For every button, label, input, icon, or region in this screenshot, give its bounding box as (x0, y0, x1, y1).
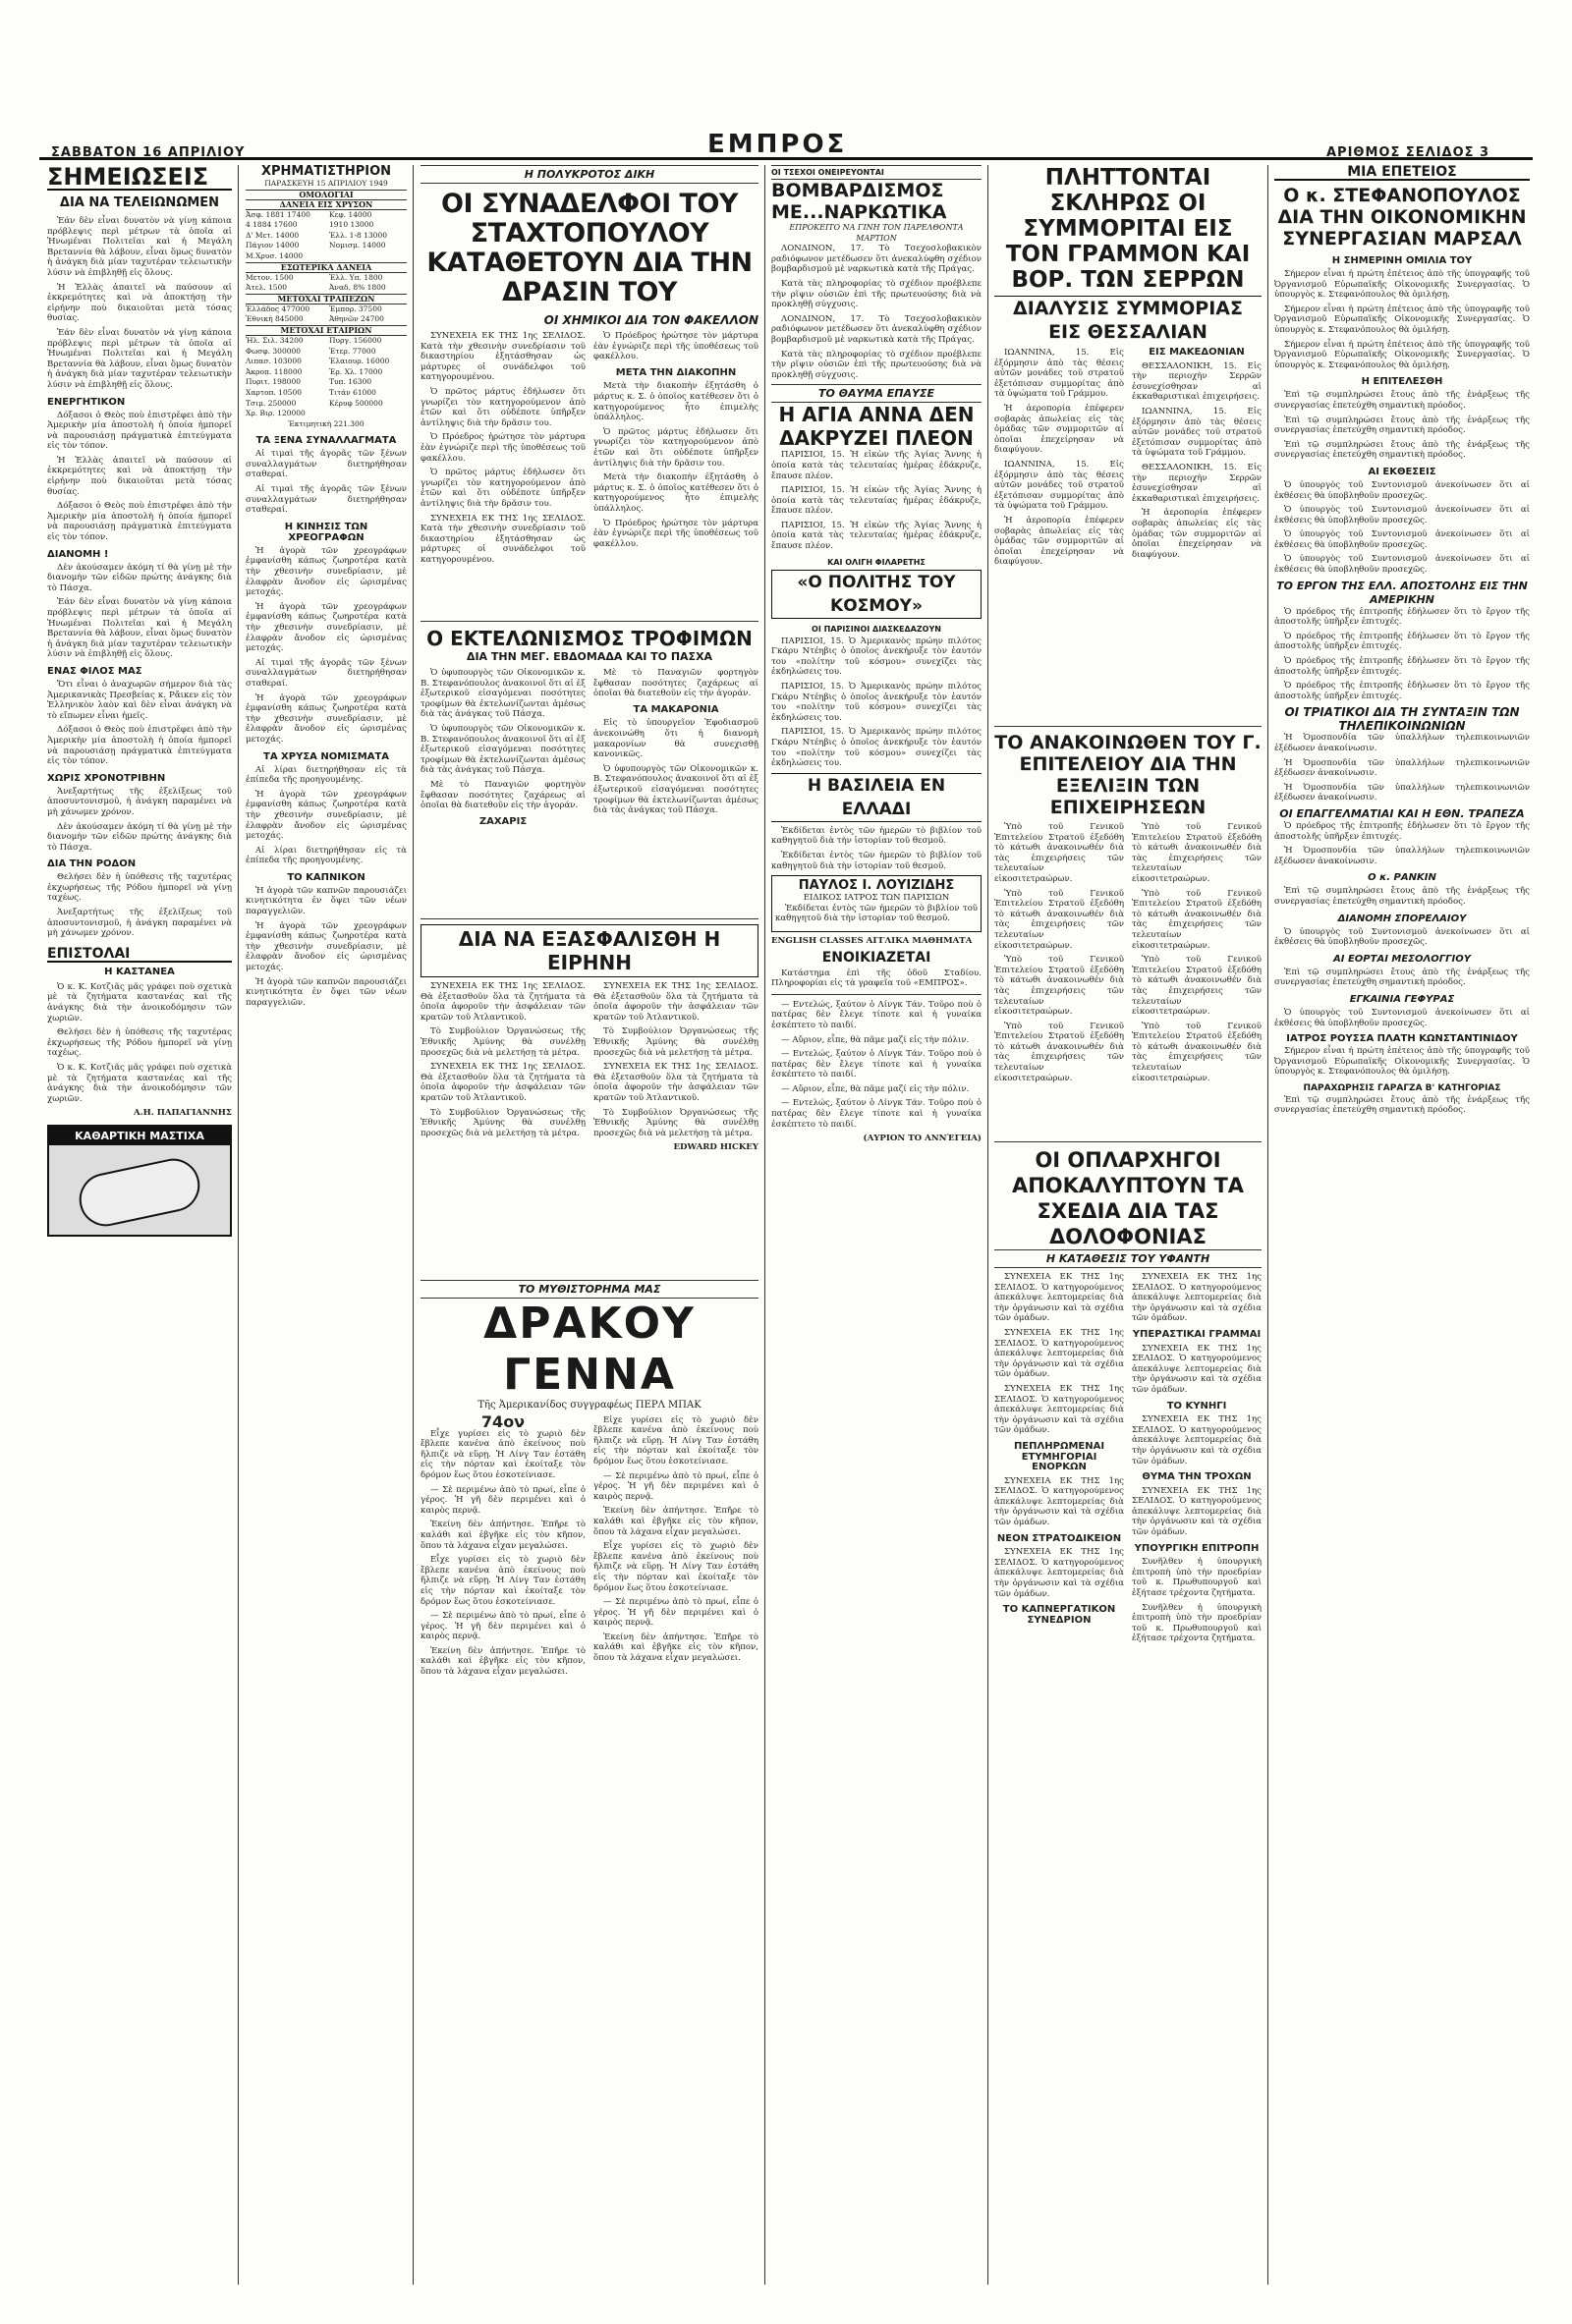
headline: ΔΙΑ ΝΑ ΤΕΛΕΙΩΝΩΜΕΝ (59, 195, 220, 210)
column-divider (764, 165, 765, 2285)
headline: ΔΙΑ ΝΑ ΕΞΑΣΦΑΛΙΣΘΗ Η ΕΙΡΗΝΗ (421, 924, 758, 977)
article-body: Ὁ ὑφυπουργὸς τῶν Οἰκονομικῶν κ. Β. Στεφανόπουλος ἀνακοινοῖ ὅτι αἱ ἐξ ἐξωτερικοῦ εἰσαγόμεναι ποσότητες τροφίμων θὰ ἐκτελωνίζωνται ἀμέσως διὰ τὰς ἀνάγκας τοῦ Πάσχα. Ὁ ὑφυπουργὸς τῶν Οἰκονομικῶν κ. Β. Στεφανόπουλος ἀνακοινοῖ ὅτι αἱ ἐξ ἐξωτερικοῦ εἰσαγόμεναι ποσότητες τροφίμων θὰ ἐκτελωνίζωνται ἀμέσως διὰ τὰς ἀνάγκας τοῦ Πάσχα. Μὲ τὸ Παναγιῶν φορτηγὸν ἔφθασαν ποσότητες ζαχάρεως αἱ ὁποῖαι θὰ διατεθοῦν εἰς τὴν ἀγοράν. ΖΑΧΑΡΙΣ Μὲ τὸ Παναγιῶν φορτηγὸν ἔφθασαν ποσότητες ζαχάρεως αἱ ὁποῖαι θὰ διατεθοῦν εἰς τὴν ἀγοράν. ΤΑ ΜΑΚΑΡΟΝΙΑ Εἰς τὸ ὑπουργεῖον Ἐφοδιασμοῦ ἀνεκοινώθη ὅτι ἡ διανομὴ μακαρονίων θὰ συνεχισθῇ κανονικῶς. Ὁ ὑφυπουργὸς τῶν Οἰκονομικῶν κ. Β. Στεφανόπουλος ἀνακοινοῖ ὅτι αἱ ἐξ ἐξωτερικοῦ εἰσαγόμεναι ποσότητες τροφίμων θὰ ἐκτελωνίζωνται ἀμέσως διὰ τὰς ἀνάγκας τοῦ Πάσχα. (421, 668, 758, 827)
subhead: Η ΚΙΝΗΣΙΣ ΤΩΝ ΧΡΕΟΓΡΑΦΩΝ (284, 521, 368, 543)
subhead: ΝΕΟΝ ΣΤΡΑΤΟΔΙΚΕΙΟΝ (996, 1532, 1122, 1544)
list-item: 4 1884 17600 (246, 220, 298, 230)
headline: Ο ΕΚΤΕΛΩΝΙΣΜΟΣ ΤΡΟΦΙΜΩΝ (426, 627, 753, 650)
article-body: ΣΥΝΕΧΕΙΑ ΕΚ ΤΗΣ 1ης ΣΕΛΙΔΟΣ. Θὰ ἐξετασθοῦν ὅλα τὰ ζητήματα τὰ ὁποῖα ἀφοροῦν τὴν ἀσφάλειαν τῶν κρατῶν τοῦ Ἀτλαντικοῦ. Τὸ Συμβούλιον Ὀργανώσεως τῆς Ἐθνικῆς Ἀμύνης θὰ συνέλθῃ προσεχῶς διὰ νὰ μελετήσῃ τὰ μέτρα. ΣΥΝΕΧΕΙΑ ΕΚ ΤΗΣ 1ης ΣΕΛΙΔΟΣ. Θὰ ἐξετασθοῦν ὅλα τὰ ζητήματα τὰ ὁποῖα ἀφοροῦν τὴν ἀσφάλειαν τῶν κρατῶν τοῦ Ἀτλαντικοῦ. Τὸ Συμβούλιον Ὀργανώσεως τῆς Ἐθνικῆς Ἀμύνης θὰ συνέλθῃ προσεχῶς διὰ νὰ μελετήσῃ τὰ μέτρα. ΣΥΝΕΧΕΙΑ ΕΚ ΤΗΣ 1ης ΣΕΛΙΔΟΣ. Θὰ ἐξετασθοῦν ὅλα τὰ ζητήματα τὰ ὁποῖα ἀφοροῦν τὴν ἀσφάλειαν τῶν κρατῶν τοῦ Ἀτλαντικοῦ. Τὸ Συμβούλιον Ὀργανώσεως τῆς Ἐθνικῆς Ἀμύνης θὰ συνέλθῃ προσεχῶς διὰ νὰ μελετήσῃ τὰ μέτρα. ΣΥΝΕΧΕΙΑ ΕΚ ΤΗΣ 1ης ΣΕΛΙΔΟΣ. Θὰ ἐξετασθοῦν ὅλα τὰ ζητήματα τὰ ὁποῖα ἀφοροῦν τὴν ἀσφάλειαν τῶν κρατῶν τοῦ Ἀτλαντικοῦ. Τὸ Συμβούλιον Ὀργανώσεως τῆς Ἐθνικῆς Ἀμύνης θὰ συνέλθῃ προσεχῶς διὰ νὰ μελετήσῃ τὰ μέτρα. EDWARD HICKEY (421, 981, 758, 1153)
list-item: Νομισμ. 14000 (329, 241, 386, 250)
list-item: Χρ. Βιρ. 120000 (246, 409, 306, 418)
subhead: ΖΑΧΑΡΙΣ (478, 815, 528, 827)
column-stock-exchange: ΧΡΗΜΑΤΙΣΤΗΡΙΟΝ ΠΑΡΑΣΚΕΥΗ 15 ΑΠΡΙΛΙΟΥ 1949 ΟΜΟΛΟΓΙΑΙ ΔΑΝΕΙΑ ΕΙΣ ΧΡΥΣΟΝ Ἀσφ. 1881 17400 4 1884 17600 Δ' Μετ. 14000 Πάγιον 14000 Μ.Χρυσ. 14000 Κεφ. 14000 1910 13000 Ἐλλ. 1-8 13000 Νομισμ. 14000 ΕΣΩΤΕΡΙΚΑ ΔΑΝΕΙΑ Μετον. 1500 Ἀτελ. 1500 Ἐλλ. Υπ. 1800 Ἀναδ. 8% 1800 ΜΕΤΟΧΑΙ ΤΡΑΠΕΖΩΝ Ἑλλάδος 477000 Ἐθνικὴ 845000 Ἐμπορ. 37500 Ἀθηνῶν 24700 ΜΕΤΟΧΑΙ ΕΤΑΙΡΙΩΝ Ἠλ. Σιλ. 34200 Φωσφ. 300000 Λιπασ. 103000 Ἀκροπ. 118000 Πυριτ. 198000 Χαρτοπ. 10500 Τσιμ. 250000 Χρ. Βιρ. 120000 Πυργ. 156000 Ἐτερ. 77000 Ἐλαιουρ. 16000 Ἐρ. Χλ. 17000 Τυπ. 16300 Τιτάν 61000 Κέρυφ 500000 Ἐκτιμητικὴ 221.300 ΤΑ ΞΕΝΑ ΣΥΝΑΛΛΑΓΜΑΤΑ Αἱ τιμαὶ τῆς ἀγορᾶς τῶν ξένων συναλλαγμάτων διετηρήθησαν σταθεραί. Αἱ τιμαὶ τῆς ἀγορᾶς τῶν ξένων συναλλαγμάτων διετηρήθησαν σταθεραί. Η ΚΙΝΗΣΙΣ ΤΩΝ ΧΡΕΟΓΡΑΦΩΝ Ἡ ἀγορὰ τῶν χρεογράφων ἐμφανίσθη κάπως ζωηροτέρα κατὰ τὴν χθεσινὴν συνεδρίασιν, μὲ ἐλαφρὰν ἄνοδον εἰς ὡρισμένας μετοχάς. Ἡ ἀγορὰ τῶν χρεογράφων ἐμφανίσθη κάπως ζωηροτέρα κατὰ τὴν χθεσινὴν συνεδρίασιν, μὲ ἐλαφρὰν ἄνοδον εἰς ὡρισμένας μετοχάς. Αἱ τιμαὶ τῆς ἀγορᾶς τῶν ξένων συναλλαγμάτων διετηρήθησαν σταθεραί. Ἡ ἀγορὰ τῶν χρεογράφων ἐμφανίσθη κάπως ζωηροτέρα κατὰ τὴν χθεσινὴν συνεδρίασιν, μὲ ἐλαφρὰν ἄνοδον εἰς ὡρισμένας μετοχάς. ΤΑ ΧΡΥΣΑ ΝΟΜΙΣΜΑΤΑ Αἱ λίραι διετηρήθησαν εἰς τὰ ἐπίπεδα τῆς προηγουμένης. Ἡ ἀγορὰ τῶν χρεογράφων ἐμφανίσθη κάπως ζωηροτέρα κατὰ τὴν χθεσινὴν συνεδρίασιν, μὲ ἐλαφρὰν ἄνοδον εἰς ὡρισμένας μετοχάς. Αἱ λίραι διετηρήθησαν εἰς τὰ ἐπίπεδα τῆς προηγουμένης. ΤΟ ΚΑΠΝΙΚΟΝ Ἡ ἀγορὰ τῶν καπνῶν παρουσιάζει κινητικότητα ἐν ὄψει τῶν νέων παραγγελιῶν. Ἡ ἀγορὰ τῶν χρεογράφων ἐμφανίσθη κάπως ζωηροτέρα κατὰ τὴν χθεσινὴν συνεδρίασιν, μὲ ἐλαφρὰν ἄνοδον εἰς ὡρισμένας μετοχάς. Ἡ ἀγορὰ τῶν καπνῶν παρουσιάζει κινητικότητα ἐν ὄψει τῶν νέων παραγγελιῶν. (246, 165, 407, 1008)
section-title: ΧΡΗΜΑΤΙΣΤΗΡΙΟΝ (260, 165, 392, 179)
list-item: Ἐλλ. 1-8 13000 (329, 230, 387, 240)
mastic-advertisement (47, 1125, 232, 1237)
list-item: Χαρτοπ. 10500 (246, 387, 303, 397)
subheadline: ΕΠΡΟΚΕΙΤΟ ΝΑ ΓΙΝΗ ΤΟΝ ΠΑΡΕΛΘΟΝΤΑ ΜΑΡΤΙΟΝ (789, 223, 964, 243)
subheadline: ΔΙΑ ΤΗΝ ΜΕΓ. ΕΒΔΟΜΑΔΑ ΚΑΙ ΤΟ ΠΑΣΧΑ (466, 650, 713, 663)
subhead: ΕΝΕΡΓΗΤΙΚΟΝ (47, 396, 126, 408)
headline: Η ΑΓΙΑ ΑΝΝΑ ΔΕΝ ΔΑΚΡΥΖΕΙ ΠΛΕΟΝ (778, 403, 975, 451)
list-item: Μ.Χρυσ. 14000 (246, 250, 304, 260)
masthead-title: ΕΜΠΡΟΣ (707, 130, 848, 159)
ad-title: ΠΑΥΛΟΣ Ι. ΛΟΥΙΖΙΔΗΣ (798, 878, 955, 894)
table-caption: ΜΕΤΟΧΑΙ ΕΤΑΙΡΙΩΝ (246, 325, 407, 335)
list-item: Πάγιον 14000 (246, 241, 300, 250)
headline: ΟΙ ΣΥΝΑΔΕΛΦΟΙ ΤΟΥ ΣΤΑΧΤΟΠΟΥΛΟΥ ΚΑΤΑΘΕΤΟΥΝ ΔΙΑ ΤΗΝ ΔΡΑΣΙΝ ΤΟΥ (426, 189, 753, 307)
stock-date: ΠΑΡΑΣΚΕΥΗ 15 ΑΠΡΙΛΙΟΥ 1949 (264, 179, 388, 188)
kicker: ΤΟ ΘΑΥΜΑ ΕΠΑΥΣΕ (771, 384, 982, 403)
list-item: Πυργ. 156000 (329, 335, 382, 345)
subhead: ΕΓΚΑΙΝΙΑ ΓΕΦΥΡΑΣ (1349, 993, 1455, 1005)
list-item: Κεφ. 14000 (329, 209, 372, 219)
novel-body: 74ον Εἶχε γυρίσει εἰς τὸ χωριὸ δὲν ἔβλεπε κανένα ἀπὸ ἐκείνους ποὺ ἤλπιζε νὰ εὕρῃ. Ἡ Λίνγ Ταν ἐστάθη εἰς τὴν πόρταν καὶ ἐκοίταξε τὸν δρόμον ἕως ὅτου ἐσκοτείνιασε. — Σὲ περιμένω ἀπὸ τὸ πρωί, εἶπε ὁ γέρος. Ἡ γῆ δὲν περιμένει καὶ ὁ καιρὸς περνᾷ. Ἐκείνη δὲν ἀπήντησε. Ἐπῆρε τὸ καλάθι καὶ ἐβγῆκε εἰς τὸν κῆπον, ὅπου τὰ λάχανα εἶχαν μεγαλώσει. Εἶχε γυρίσει εἰς τὸ χωριὸ δὲν ἔβλεπε κανένα ἀπὸ ἐκείνους ποὺ ἤλπιζε νὰ εὕρῃ. Ἡ Λίνγ Ταν ἐστάθη εἰς τὴν πόρταν καὶ ἐκοίταξε τὸν δρόμον ἕως ὅτου ἐσκοτείνιασε. — Σὲ περιμένω ἀπὸ τὸ πρωί, εἶπε ὁ γέρος. Ἡ γῆ δὲν περιμένει καὶ ὁ καιρὸς περνᾷ. Ἐκείνη δὲν ἀπήντησε. Ἐπῆρε τὸ καλάθι καὶ ἐβγῆκε εἰς τὸν κῆπον, ὅπου τὰ λάχανα εἶχαν μεγαλώσει. Εἶχε γυρίσει εἰς τὸ χωριὸ δὲν ἔβλεπε κανένα ἀπὸ ἐκείνους ποὺ ἤλπιζε νὰ εὕρῃ. Ἡ Λίνγ Ταν ἐστάθη εἰς τὴν πόρταν καὶ ἐκοίταξε τὸν δρόμον ἕως ὅτου ἐσκοτείνιασε. — Σὲ περιμένω ἀπὸ τὸ πρωί, εἶπε ὁ γέρος. Ἡ γῆ δὲν περιμένει καὶ ὁ καιρὸς περνᾷ. Ἐκείνη δὲν ἀπήντησε. Ἐπῆρε τὸ καλάθι καὶ ἐβγῆκε εἰς τὸν κῆπον, ὅπου τὰ λάχανα εἶχαν μεγαλώσει. Εἶχε γυρίσει εἰς τὸ χωριὸ δὲν ἔβλεπε κανένα ἀπὸ ἐκείνους ποὺ ἤλπιζε νὰ εὕρῃ. Ἡ Λίνγ Ταν ἐστάθη εἰς τὴν πόρταν καὶ ἐκοίταξε τὸν δρόμον ἕως ὅτου ἐσκοτείνιασε. — Σὲ περιμένω ἀπὸ τὸ πρωί, εἶπε ὁ γέρος. Ἡ γῆ δὲν περιμένει καὶ ὁ καιρὸς περνᾷ. Ἐκείνη δὲν ἀπήντησε. Ἐπῆρε τὸ καλάθι καὶ ἐβγῆκε εἰς τὸν κῆπον, ὅπου τὰ λάχανα εἶχαν μεγαλώσει. (421, 1414, 758, 1678)
subhead: Ο κ. ΡΑΝΚΙΝ (1368, 872, 1436, 884)
column-divider (1267, 165, 1268, 2285)
subheadline: ΟΙ ΧΗΜΙΚΟΙ ΔΙΑ ΤΟΝ ΦΑΚΕΛΛΟΝ (543, 313, 758, 327)
subhead: ΤΑ ΞΕΝΑ ΣΥΝΑΛΛΑΓΜΑΤΑ (255, 435, 397, 447)
subhead: ΔΙΑ ΤΗΝ ΡΟΔΟΝ (47, 858, 137, 870)
stock-total: Ἐκτιμητικὴ 221.300 (288, 418, 365, 428)
list-item: Ἀκροπ. 118000 (246, 366, 303, 376)
column-divider (413, 165, 414, 2285)
list-item: Ἀσφ. 1881 17400 (246, 209, 310, 219)
headline: ΒΟΜΒΑΡΔΙΣΜΟΣ ΜΕ...ΝΑΡΚΩΤΙΚΑ (771, 180, 947, 223)
mastic-box-illustration (75, 1154, 205, 1232)
masthead-page-number: ΑΡΙΘΜΟΣ ΣΕΛΙΔΟΣ 3 (1326, 145, 1490, 160)
list-item: Ἐτερ. 77000 (329, 346, 376, 356)
headline: ΟΙ ΤΡΙΑΤΙΚΟΙ ΔΙΑ ΤΗ ΣΥΝΤΑΞΙΝ ΤΩΝ ΤΗΛΕΠΙΚΟΙΝΩΝΙΩΝ (1284, 705, 1520, 734)
bonds-list (246, 210, 407, 262)
headline: Ο κ. ΣΤΕΦΑΝΟΠΟΥΛΟΣ ΔΙΑ ΤΗΝ ΟΙΚΟΝΟΜΙΚΗΝ ΣΥΝΕΡΓΑΣΙΑΝ ΜΑΡΣΑΛ (1277, 185, 1527, 249)
column-notes: ΣΗΜΕΙΩΣΕΙΣ ΔΙΑ ΝΑ ΤΕΛΕΙΩΝΩΜΕΝ Ἐάν δὲν εἶναι δυνατὸν νὰ γίνῃ κάποια πρόβλεψις περὶ μέτρων τὰ ὁποῖα αἱ Ἡνωμέναι Πολιτεῖαι καὶ ἡ Μεγάλη Βρεταννία θὰ λάβουν, εἶναι ὅμως δυνατὸν ἡ ἀνάγκη διὰ μίαν ταχυτέραν τελειωτικὴν λύσιν νὰ ἐπιβληθῇ εἰς ὅλους. Ἡ Ἑλλὰς ἀπαιτεῖ νὰ παύσουν αἱ ἐκκρεμότητες καὶ νὰ ἀποκτήσῃ τὴν εἰρήνην ποὺ δικαιοῦται μετὰ τόσας θυσίας. Ἐάν δὲν εἶναι δυνατὸν νὰ γίνῃ κάποια πρόβλεψις περὶ μέτρων τὰ ὁποῖα αἱ Ἡνωμέναι Πολιτεῖαι καὶ ἡ Μεγάλη Βρεταννία θὰ λάβουν, εἶναι ὅμως δυνατὸν ἡ ἀνάγκη διὰ μίαν ταχυτέραν τελειωτικὴν λύσιν νὰ ἐπιβληθῇ εἰς ὅλους. ΕΝΕΡΓΗΤΙΚΟΝ Δόξασοι ὁ Θεὸς ποὺ ἐπιστρέφει ἀπὸ τὴν Ἀμερικὴν μία ἀποστολὴ ἡ ὁποία ἠμπορεῖ νὰ παρουσιάσῃ πράγματικὰ ἐπιτεύγματα εἰς τὸν τόπον. Ἡ Ἑλλὰς ἀπαιτεῖ νὰ παύσουν αἱ ἐκκρεμότητες καὶ νὰ ἀποκτήσῃ τὴν εἰρήνην ποὺ δικαιοῦται μετὰ τόσας θυσίας. Δόξασοι ὁ Θεὸς ποὺ ἐπιστρέφει ἀπὸ τὴν Ἀμερικὴν μία ἀποστολὴ ἡ ὁποία ἠμπορεῖ νὰ παρουσιάσῃ πράγματικὰ ἐπιτεύγματα εἰς τὸν τόπον. ΔΙΑΝΟΜΗ ! Δὲν ἀκούσαμεν ἀκόμη τί θὰ γίνῃ μὲ τὴν διανομὴν τῶν εἰδῶν πρώτης ἀνάγκης διὰ τὸ Πάσχα. Ἐάν δὲν εἶναι δυνατὸν νὰ γίνῃ κάποια πρόβλεψις περὶ μέτρων τὰ ὁποῖα αἱ Ἡνωμέναι Πολιτεῖαι καὶ ἡ Μεγάλη Βρεταννία θὰ λάβουν, εἶναι ὅμως δυνατὸν ἡ ἀνάγκη διὰ μίαν ταχυτέραν τελειωτικὴν λύσιν νὰ ἐπιβληθῇ εἰς ὅλους. ΕΝΑΣ ΦΙΛΟΣ ΜΑΣ Ὅτι εἶναι ὁ ἀναχωρῶν σήμερον διὰ τὰς Ἀμερικανικὰς Πρεσβείας κ. Ρἄικεν εἰς τὸν Ἑλληνικὸν λαὸν καὶ δὲν εἶναι ἀνάγκη νὰ τὸ εἴπωμεν εἶναι ἡμεῖς. Δόξασοι ὁ Θεὸς ποὺ ἐπιστρέφει ἀπὸ τὴν Ἀμερικὴν μία ἀποστολὴ ἡ ὁποία ἠμπορεῖ νὰ παρουσιάσῃ πράγματικὰ ἐπιτεύγματα εἰς τὸν τόπον. ΧΩΡΙΣ ΧΡΟΝΟΤΡΙΒΗΝ Ἀνεξαρτήτως τῆς ἐξελίξεως τοῦ ἀποσυντονισμοῦ, ἡ ἀνάγκη παραμένει νὰ μὴ χάνωμεν χρόνον. Δὲν ἀκούσαμεν ἀκόμη τί θὰ γίνῃ μὲ τὴν διανομὴν τῶν εἰδῶν πρώτης ἀνάγκης διὰ τὸ Πάσχα. ΔΙΑ ΤΗΝ ΡΟΔΟΝ Θελήσει δὲν ἡ ὑπόθεσις τῆς ταχυτέρας ἐκχωρήσεως τῆς Ρόδου ἠμπορεῖ νὰ γίνῃ ταχέως. Ἀνεξαρτήτως τῆς ἐξελίξεως τοῦ ἀποσυντονισμοῦ, ἡ ἀνάγκη παραμένει νὰ μὴ χάνωμεν χρόνον. ΕΠΙΣΤΟΛΑΙ Η ΚΑΣΤΑΝΕΑ Ὁ κ. Κ. Κοτζιᾶς μᾶς γράφει ποὺ σχετικὰ μὲ τὰ ζητήματα καστανέας καὶ τῆς ἀνάγκης διὰ τὴν ἀνοικοδόμησιν τῶν χωριῶν. Θελήσει δὲν ἡ ὑπόθεσις τῆς ταχυτέρας ἐκχωρήσεως τῆς Ρόδου ἠμπορεῖ νὰ γίνῃ ταχέως. Ὁ κ. Κ. Κοτζιᾶς μᾶς γράφει ποὺ σχετικὰ μὲ τὰ ζητήματα καστανέας καὶ τῆς ἀνάγκης διὰ τὴν ἀνοικοδόμησιν τῶν χωριῶν. Α.Η. ΠΑΠΑΓΙΑΝΝΗΣ ΚΑΘΑΡΤΙΚΗ ΜΑΣΤΙΧΑ (47, 165, 232, 2285)
list-item: Φωσφ. 300000 (246, 346, 302, 356)
subhead: ΥΠΕΡΑΣΤΙΚΑΙ ΓΡΑΜΜΑΙ (1132, 1328, 1262, 1340)
continued-note: (ΑΥΡΙΟΝ ΤΟ ΑΝΝΈΓΕΙΑ) (863, 1134, 982, 1144)
list-item: Ἐλλ. Υπ. 1800 (329, 272, 383, 282)
subhead: ΤΟ ΚΑΠΝΕΡΓΑΤΙΚΟΝ ΣΥΝΕΔΡΙΟΝ (1002, 1604, 1116, 1626)
letter-title: Η ΚΑΣΤΑΝΕΑ (104, 966, 175, 977)
article-body: Ὑπὸ τοῦ Γενικοῦ Ἐπιτελείου Στρατοῦ ἐξεδόθη τὸ κάτωθι ἀνακοινωθέν διὰ τὰς ἐπιχειρήσεις τῶν τελευταίων εἰκοσιτετραώρων. Ὑπὸ τοῦ Γενικοῦ Ἐπιτελείου Στρατοῦ ἐξεδόθη τὸ κάτωθι ἀνακοινωθέν διὰ τὰς ἐπιχειρήσεις τῶν τελευταίων εἰκοσιτετραώρων. Ὑπὸ τοῦ Γενικοῦ Ἐπιτελείου Στρατοῦ ἐξεδόθη τὸ κάτωθι ἀνακοινωθέν διὰ τὰς ἐπιχειρήσεις τῶν τελευταίων εἰκοσιτετραώρων. Ὑπὸ τοῦ Γενικοῦ Ἐπιτελείου Στρατοῦ ἐξεδόθη τὸ κάτωθι ἀνακοινωθέν διὰ τὰς ἐπιχειρήσεις τῶν τελευταίων εἰκοσιτετραώρων. Ὑπὸ τοῦ Γενικοῦ Ἐπιτελείου Στρατοῦ ἐξεδόθη τὸ κάτωθι ἀνακοινωθέν διὰ τὰς ἐπιχειρήσεις τῶν τελευταίων εἰκοσιτετραώρων. Ὑπὸ τοῦ Γενικοῦ Ἐπιτελείου Στρατοῦ ἐξεδόθη τὸ κάτωθι ἀνακοινωθέν διὰ τὰς ἐπιχειρήσεις τῶν τελευταίων εἰκοσιτετραώρων. Ὑπὸ τοῦ Γενικοῦ Ἐπιτελείου Στρατοῦ ἐξεδόθη τὸ κάτωθι ἀνακοινωθέν διὰ τὰς ἐπιχειρήσεις τῶν τελευταίων εἰκοσιτετραώρων. Ὑπὸ τοῦ Γενικοῦ Ἐπιτελείου Στρατοῦ ἐξεδόθη τὸ κάτωθι ἀνακοινωθέν διὰ τὰς ἐπιχειρήσεις τῶν τελευταίων εἰκοσιτετραώρων. (994, 822, 1262, 1083)
list-item: Ἑλλάδος 477000 (246, 304, 310, 313)
novel-author: Τῆς Ἀμερικανίδος συγγραφέως ΠΕΡΛ ΜΠΑΚ (477, 1400, 702, 1411)
subhead: ΘΥΜΑ ΤΗΝ ΤΡΟΧΩΝ (1142, 1471, 1252, 1483)
table-caption: ΜΕΤΟΧΑΙ ΤΡΑΠΕΖΩΝ (246, 294, 407, 304)
subhead: ΕΝΑΣ ΦΙΛΟΣ ΜΑΣ (47, 665, 142, 677)
subhead: Η ΕΠΙΤΕΛΕΣΘΗ (1361, 376, 1443, 388)
article-body: ΣΥΝΕΧΕΙΑ ΕΚ ΤΗΣ 1ης ΣΕΛΙΔΟΣ. Κατὰ τὴν χθεσινὴν συνεδρίασιν τοῦ δικαστηρίου ἐξητάσθησαν ὡς μάρτυρες οἱ συνάδελφοι τοῦ κατηγορουμένου. Ὁ πρῶτος μάρτυς ἐδήλωσεν ὅτι γνωρίζει τὸν κατηγορούμενον ἀπὸ ἐτῶν καὶ ὅτι οὐδέποτε ὑπῆρξεν ἀντίληψις διὰ τὴν δρᾶσιν του. Ὁ Πρόεδρος ἠρώτησε τὸν μάρτυρα ἐὰν ἐγνώριζε περὶ τῆς ὑποθέσεως τοῦ φακέλλου. Ὁ πρῶτος μάρτυς ἐδήλωσεν ὅτι γνωρίζει τὸν κατηγορούμενον ἀπὸ ἐτῶν καὶ ὅτι οὐδέποτε ὑπῆρξεν ἀντίληψις διὰ τὴν δρᾶσιν του. ΣΥΝΕΧΕΙΑ ΕΚ ΤΗΣ 1ης ΣΕΛΙΔΟΣ. Κατὰ τὴν χθεσινὴν συνεδρίασιν τοῦ δικαστηρίου ἐξητάσθησαν ὡς μάρτυρες οἱ συνάδελφοι τοῦ κατηγορουμένου. Ὁ Πρόεδρος ἠρώτησε τὸν μάρτυρα ἐὰν ἐγνώριζε περὶ τῆς ὑποθέσεως τοῦ φακέλλου. ΜΕΤΑ ΤΗΝ ΔΙΑΚΟΠΗΝ Μετὰ τὴν διακοπὴν ἐξητάσθη ὁ μάρτυς κ. Σ. ὁ ὁποῖος κατέθεσεν ὅτι ὁ κατηγορούμενος ἦτο ἐπιμελὴς ὑπάλληλος. Ὁ πρῶτος μάρτυς ἐδήλωσεν ὅτι γνωρίζει τὸν κατηγορούμενον ἀπὸ ἐτῶν καὶ ὅτι οὐδέποτε ὑπῆρξεν ἀντίληψις διὰ τὴν δρᾶσιν του. Μετὰ τὴν διακοπὴν ἐξητάσθη ὁ μάρτυς κ. Σ. ὁ ὁποῖος κατέθεσεν ὅτι ὁ κατηγορούμενος ἦτο ἐπιμελὴς ὑπάλληλος. Ὁ Πρόεδρος ἠρώτησε τὸν μάρτυρα ἐὰν ἐγνώριζε περὶ τῆς ὑποθέσεως τοῦ φακέλλου. (421, 331, 758, 565)
list-item: Τσιμ. 250000 (246, 398, 297, 408)
list-item: Ἀτελ. 1500 (246, 283, 288, 293)
column-trial (421, 165, 758, 2285)
masthead-date: ΣΑΒΒΑΤΟΝ 16 ΑΠΡΙΛΙΟΥ (51, 145, 246, 160)
kicker: Η ΠΟΛΥΚΡΟΤΟΣ ΔΙΚΗ (421, 165, 758, 184)
list-item: Ἐλαιουρ. 16000 (329, 357, 390, 366)
subhead: ΔΙΑΝΟΜΗ ΣΠΟΡΕΛΑΙΟΥ (1337, 913, 1467, 924)
column-economy: ΜΙΑ ΕΠΕΤΕΙΟΣ Ο κ. ΣΤΕΦΑΝΟΠΟΥΛΟΣ ΔΙΑ ΤΗΝ ΟΙΚΟΝΟΜΙΚΗΝ ΣΥΝΕΡΓΑΣΙΑΝ ΜΑΡΣΑΛ Η ΣΗΜΕΡΙΝΗ ΟΜΙΛΙΑ ΤΟΥ Σήμερον εἶναι ἡ πρώτη ἐπέτειος ἀπὸ τῆς ὑπογραφῆς τοῦ Ὀργανισμοῦ Εὐρωπαϊκῆς Οἰκονομικῆς Συνεργασίας. Ὁ ὑπουργὸς κ. Στεφανόπουλος θὰ ὁμιλήσῃ. Σήμερον εἶναι ἡ πρώτη ἐπέτειος ἀπὸ τῆς ὑπογραφῆς τοῦ Ὀργανισμοῦ Εὐρωπαϊκῆς Οἰκονομικῆς Συνεργασίας. Ὁ ὑπουργὸς κ. Στεφανόπουλος θὰ ὁμιλήσῃ. Σήμερον εἶναι ἡ πρώτη ἐπέτειος ἀπὸ τῆς ὑπογραφῆς τοῦ Ὀργανισμοῦ Εὐρωπαϊκῆς Οἰκονομικῆς Συνεργασίας. Ὁ ὑπουργὸς κ. Στεφανόπουλος θὰ ὁμιλήσῃ. Η ΕΠΙΤΕΛΕΣΘΗ Ἐπὶ τῷ συμπληρώσει ἔτους ἀπὸ τῆς ἐνάρξεως τῆς συνεργασίας ἐπετεύχθη σημαντικὴ πρόοδος. Ἐπὶ τῷ συμπληρώσει ἔτους ἀπὸ τῆς ἐνάρξεως τῆς συνεργασίας ἐπετεύχθη σημαντικὴ πρόοδος. Ἐπὶ τῷ συμπληρώσει ἔτους ἀπὸ τῆς ἐνάρξεως τῆς συνεργασίας ἐπετεύχθη σημαντικὴ πρόοδος. ΑΙ ΕΚΘΕΣΕΙΣ Ὁ ὑπουργὸς τοῦ Συντονισμοῦ ἀνεκοίνωσεν ὅτι αἱ ἐκθέσεις θὰ ὑποβληθοῦν προσεχῶς. Ὁ ὑπουργὸς τοῦ Συντονισμοῦ ἀνεκοίνωσεν ὅτι αἱ ἐκθέσεις θὰ ὑποβληθοῦν προσεχῶς. Ὁ ὑπουργὸς τοῦ Συντονισμοῦ ἀνεκοίνωσεν ὅτι αἱ ἐκθέσεις θὰ ὑποβληθοῦν προσεχῶς. Ὁ ὑπουργὸς τοῦ Συντονισμοῦ ἀνεκοίνωσεν ὅτι αἱ ἐκθέσεις θὰ ὑποβληθοῦν προσεχῶς. ΤΟ ΕΡΓΟΝ ΤΗΣ ΕΛΛ. ΑΠΟΣΤΟΛΗΣ ΕΙΣ ΤΗΝ ΑΜΕΡΙΚΗΝ Ὁ πρόεδρος τῆς ἐπιτροπῆς ἐδήλωσεν ὅτι τὸ ἔργον τῆς ἀποστολῆς ὑπῆρξεν ἐπιτυχές. Ὁ πρόεδρος τῆς ἐπιτροπῆς ἐδήλωσεν ὅτι τὸ ἔργον τῆς ἀποστολῆς ὑπῆρξεν ἐπιτυχές. Ὁ πρόεδρος τῆς ἐπιτροπῆς ἐδήλωσεν ὅτι τὸ ἔργον τῆς ἀποστολῆς ὑπῆρξεν ἐπιτυχές. Ὁ πρόεδρος τῆς ἐπιτροπῆς ἐδήλωσεν ὅτι τὸ ἔργον τῆς ἀποστολῆς ὑπῆρξεν ἐπιτυχές. ΟΙ ΤΡΙΑΤΙΚΟΙ ΔΙΑ ΤΗ ΣΥΝΤΑΞΙΝ ΤΩΝ ΤΗΛΕΠΙΚΟΙΝΩΝΙΩΝ Ἡ Ὁμοσπονδία τῶν ὑπαλλήλων τηλεπικοινωνιῶν ἐξέδωσεν ἀνακοίνωσιν. Ἡ Ὁμοσπονδία τῶν ὑπαλλήλων τηλεπικοινωνιῶν ἐξέδωσεν ἀνακοίνωσιν. Ἡ Ὁμοσπονδία τῶν ὑπαλλήλων τηλεπικοινωνιῶν ἐξέδωσεν ἀνακοίνωσιν. ΟΙ ΕΠΑΓΓΕΛΜΑΤΙΑΙ ΚΑΙ Η ΕΘΝ. ΤΡΑΠΕΖΑ Ὁ πρόεδρος τῆς ἐπιτροπῆς ἐδήλωσεν ὅτι τὸ ἔργον τῆς ἀποστολῆς ὑπῆρξεν ἐπιτυχές. Ἡ Ὁμοσπονδία τῶν ὑπαλλήλων τηλεπικοινωνιῶν ἐξέδωσεν ἀνακοίνωσιν. Ο κ. ΡΑΝΚΙΝ Ἐπὶ τῷ συμπληρώσει ἔτους ἀπὸ τῆς ἐνάρξεως τῆς συνεργασίας ἐπετεύχθη σημαντικὴ πρόοδος. ΔΙΑΝΟΜΗ ΣΠΟΡΕΛΑΙΟΥ Ὁ ὑπουργὸς τοῦ Συντονισμοῦ ἀνεκοίνωσεν ὅτι αἱ ἐκθέσεις θὰ ὑποβληθοῦν προσεχῶς. ΑΙ ΕΟΡΤΑΙ ΜΕΣΟΛΟΓΓΙΟΥ Ἐπὶ τῷ συμπληρώσει ἔτους ἀπὸ τῆς ἐνάρξεως τῆς συνεργασίας ἐπετεύχθη σημαντικὴ πρόοδος. ΕΓΚΑΙΝΙΑ ΓΕΦΥΡΑΣ Ὁ ὑπουργὸς τοῦ Συντονισμοῦ ἀνεκοίνωσεν ὅτι αἱ ἐκθέσεις θὰ ὑποβληθοῦν προσεχῶς. ΙΑΤΡΟΣ ΡΟΥΣΣΑ ΠΛΑΤΗ ΚΩΝΣΤΑΝΤΙΝΙΔΟΥ Σήμερον εἶναι ἡ πρώτη ἐπέτειος ἀπὸ τῆς ὑπογραφῆς τοῦ Ὀργανισμοῦ Εὐρωπαϊκῆς Οἰκονομικῆς Συνεργασίας. Ὁ ὑπουργὸς κ. Στεφανόπουλος θὰ ὁμιλήσῃ. ΠΑΡΑΧΩΡΗΣΙΣ ΓΑΡΑΓΖΑ Β' ΚΑΤΗΓΟΡΙΑΣ Ἐπὶ τῷ συμπληρώσει ἔτους ἀπὸ τῆς ἐνάρξεως τῆς συνεργασίας ἐπετεύχθη σημαντικὴ πρόοδος. (1274, 165, 1530, 1116)
list-item: Ἀθηνῶν 24700 (329, 314, 384, 324)
ad-subtitle: ΕΙΔΙΚΟΣ ΙΑΤΡΟΣ ΤΩΝ ΠΑΡΙΣΙΩΝ (803, 893, 950, 904)
headline: ΠΛΗΤΤΟΝΤΑΙ ΣΚΛΗΡΩΣ ΟΙ ΣΥΜΜΟΡΙΤΑΙ ΕΙΣ ΤΟΝ ΓΡΑΜΜΟΝ ΚΑΙ ΒΟΡ. ΤΩΝ ΣΕΡΡΩΝ (1005, 165, 1251, 293)
doctor-advertisement: ΠΑΥΛΟΣ Ι. ΛΟΥΙΖΙΔΗΣ ΕΙΔΙΚΟΣ ΙΑΤΡΟΣ ΤΩΝ ΠΑΡΙΣΙΩΝ Ἐκδίδεται ἐντὸς τῶν ἡμερῶν τὸ βιβλίον τοῦ καθηγητοῦ διὰ τὴν ἱστορίαν τοῦ θεσμοῦ. (771, 875, 982, 932)
subhead: ΑΙ ΕΟΡΤΑΙ ΜΕΣΟΛΟΓΓΙΟΥ (1333, 953, 1471, 965)
novel-title: ΔΡΑΚΟΥ ΓΕΝΝΑ (483, 1299, 696, 1400)
list-item: Πυριτ. 198000 (246, 377, 301, 387)
company-shares-list (246, 336, 407, 419)
list-item: Ἠλ. Σιλ. 34200 (246, 335, 304, 345)
classified-ad-title: ΕΝΟΙΚΙΑΖΕΤΑΙ (821, 949, 931, 966)
subhead: ΧΩΡΙΣ ΧΡΟΝΟΤΡΙΒΗΝ (47, 772, 166, 784)
subhead: ΜΕΤΑ ΤΗΝ ΔΙΑΚΟΠΗΝ (615, 366, 737, 378)
list-item: Ἀναδ. 8% 1800 (329, 283, 386, 293)
internal-loans-list (246, 273, 407, 294)
subhead: ΤΟ ΚΑΠΝΙΚΟΝ (287, 871, 365, 883)
headline: ΟΙ ΕΠΑΓΓΕΛΜΑΤΙΑΙ ΚΑΙ Η ΕΘΝ. ΤΡΑΠΕΖΑ (1279, 806, 1525, 820)
subhead: ΕΙΣ ΜΑΚΕΔΟΝΙΑΝ (1149, 348, 1245, 358)
section-title: ΣΗΜΕΙΩΣΕΙΣ (47, 165, 232, 191)
doctor-advertisement: ΙΑΤΡΟΣ ΡΟΥΣΣΑ ΠΛΑΤΗ ΚΩΝΣΤΑΝΤΙΝΙΔΟΥ (1286, 1033, 1518, 1045)
table-caption: ΕΣΩΤΕΡΙΚΑ ΔΑΝΕΙΑ (246, 262, 407, 272)
subheadline: Η ΚΑΤΑΘΕΣΙΣ ΤΟΥ ΥΦΑΝΤΗ (994, 1249, 1262, 1268)
column-foreign: ΟΙ ΤΣΕΧΟΙ ΟΝΕΙΡΕΥΟΝΤΑΙ ΒΟΜΒΑΡΔΙΣΜΟΣ ΜΕ...ΝΑΡΚΩΤΙΚΑ ΕΠΡΟΚΕΙΤΟ ΝΑ ΓΙΝΗ ΤΟΝ ΠΑΡΕΛΘΟΝΤΑ ΜΑΡΤΙΟΝ ΛΟΝΔΙΝΟΝ, 17. Τὸ Τσεχοσλοβακικὸν ραδιόφωνον μετέδωσεν ὅτι ἀνεκαλύφθη σχέδιον βομβαρδισμοῦ μὲ ναρκωτικὰ κατὰ τῆς Πράγας. Κατὰ τὰς πληροφορίας τὸ σχέδιον προέβλεπε τὴν ρῖψιν οὐσιῶν ἐπὶ τῆς πρωτευούσης διὰ νὰ προκληθῇ σύγχυσις. ΛΟΝΔΙΝΟΝ, 17. Τὸ Τσεχοσλοβακικὸν ραδιόφωνον μετέδωσεν ὅτι ἀνεκαλύφθη σχέδιον βομβαρδισμοῦ μὲ ναρκωτικὰ κατὰ τῆς Πράγας. Κατὰ τὰς πληροφορίας τὸ σχέδιον προέβλεπε τὴν ρῖψιν οὐσιῶν ἐπὶ τῆς πρωτευούσης διὰ νὰ προκληθῇ σύγχυσις. ΤΟ ΘΑΥΜΑ ΕΠΑΥΣΕ Η ΑΓΙΑ ΑΝΝΑ ΔΕΝ ΔΑΚΡΥΖΕΙ ΠΛΕΟΝ ΠΑΡΙΣΙΟΙ, 15. Ἡ εἰκὼν τῆς Ἁγίας Ἄννης ἡ ὁποία κατὰ τὰς τελευταίας ἡμέρας ἐδάκρυζε, ἔπαυσε πλέον. ΠΑΡΙΣΙΟΙ, 15. Ἡ εἰκὼν τῆς Ἁγίας Ἄννης ἡ ὁποία κατὰ τὰς τελευταίας ἡμέρας ἐδάκρυζε, ἔπαυσε πλέον. ΠΑΡΙΣΙΟΙ, 15. Ἡ εἰκὼν τῆς Ἁγίας Ἄννης ἡ ὁποία κατὰ τὰς τελευταίας ἡμέρας ἐδάκρυζε, ἔπαυσε πλέον. ΚΑΙ ΟΛΙΓΗ ΦΙΛΑΡΕΤΗΣ «Ο ΠΟΛΙΤΗΣ ΤΟΥ ΚΟΣΜΟΥ» ΟΙ ΠΑΡΙΣΙΝΟΙ ΔΙΑΣΚΕΔΑΖΟΥΝ ΠΑΡΙΣΙΟΙ, 15. Ὁ Ἀμερικανὸς πρώην πιλότος Γκάρυ Ντέηβις ὁ ὁποῖος ἀνεκήρυξε τὸν ἑαυτόν του «πολίτην τοῦ κόσμου» συνεχίζει τὰς ἐκδηλώσεις του. ΠΑΡΙΣΙΟΙ, 15. Ὁ Ἀμερικανὸς πρώην πιλότος Γκάρυ Ντέηβις ὁ ὁποῖος ἀνεκήρυξε τὸν ἑαυτόν του «πολίτην τοῦ κόσμου» συνεχίζει τὰς ἐκδηλώσεις του. ΠΑΡΙΣΙΟΙ, 15. Ὁ Ἀμερικανὸς πρώην πιλότος Γκάρυ Ντέηβις ὁ ὁποῖος ἀνεκήρυξε τὸν ἑαυτόν του «πολίτην τοῦ κόσμου» συνεχίζει τὰς ἐκδηλώσεις του. Η ΒΑΣΙΛΕΙΑ ΕΝ ΕΛΛΑΔΙ Ἐκδίδεται ἐντὸς τῶν ἡμερῶν τὸ βιβλίον τοῦ καθηγητοῦ διὰ τὴν ἱστορίαν τοῦ θεσμοῦ. Ἐκδίδεται ἐντὸς τῶν ἡμερῶν τὸ βιβλίον τοῦ καθηγητοῦ διὰ τὴν ἱστορίαν τοῦ θεσμοῦ. ΠΑΥΛΟΣ Ι. ΛΟΥΙΖΙΔΗΣ ΕΙΔΙΚΟΣ ΙΑΤΡΟΣ ΤΩΝ ΠΑΡΙΣΙΩΝ Ἐκδίδεται ἐντὸς τῶν ἡμερῶν τὸ βιβλίον τοῦ καθηγητοῦ διὰ τὴν ἱστορίαν τοῦ θεσμοῦ. ENGLISH CLASSES ΑΓΓΛΙΚΑ ΜΑΘΗΜΑΤΑ ΕΝΟΙΚΙΑΖΕΤΑΙ Κατάστημα ἐπὶ τῆς ὁδοῦ Σταδίου. Πληροφορίαι εἰς τὰ γραφεῖα τοῦ «ΕΜΠΡΟΣ». — Εντελώς, ξαύτον ὁ Λίνγκ Τάν. Τοῦρο ποὺ ὁ πατέρας δὲν ἔλεγε τίποτε καὶ ἡ γυναίκα ἐσκέπτετο τὸ παιδί. — Αὔριον, εἶπε, θὰ πᾶμε μαζί εἰς τὴν πόλιν. — Εντελώς, ξαύτον ὁ Λίνγκ Τάν. Τοῦρο ποὺ ὁ πατέρας δὲν ἔλεγε τίποτε καὶ ἡ γυναίκα ἐσκέπτετο τὸ παιδί. — Αὔριον, εἶπε, θὰ πᾶμε μαζί εἰς τὴν πόλιν. — Εντελώς, ξαύτον ὁ Λίνγκ Τάν. Τοῦρο ποὺ ὁ πατέρας δὲν ἔλεγε τίποτε καὶ ἡ γυναίκα ἐσκέπτετο τὸ παιδί. (ΑΥΡΙΟΝ ΤΟ ΑΝΝΈΓΕΙΑ) (771, 165, 982, 2285)
list-item: Τυπ. 16300 (329, 377, 372, 387)
headline: ΤΟ ΑΝΑΚΟΙΝΩΘΕΝ ΤΟΥ Γ. ΕΠΙΤΕΛΕΙΟΥ ΔΙΑ ΤΗΝ ΕΞΕΛΙΞΙΝ ΤΩΝ ΕΠΙΧΕΙΡΗΣΕΩΝ (994, 732, 1262, 818)
subhead: ΥΠΟΥΡΓΙΚΗ ΕΠΙΤΡΟΠΗ (1134, 1542, 1260, 1554)
subhead: ΤΟ ΚΥΝΗΓΙ (1166, 1400, 1227, 1411)
ad-title: ΚΑΘΑΡΤΙΚΗ ΜΑΣΤΙΧΑ (49, 1127, 230, 1145)
subhead: ΤΑ ΧΡΥΣΑ ΝΟΜΙΣΜΑΤΑ (263, 750, 389, 762)
subhead: ΕΠΙΣΤΟΛΑΙ (47, 947, 232, 963)
list-item: Κέρυφ 500000 (329, 398, 383, 408)
column-divider (987, 165, 988, 2285)
subhead: ΠΕΠΛΗΡΩΜΕΝΑΙ ΕΤΥΜΗΓΟΡΙΑΙ ΕΝΟΡΚΩΝ (1013, 1440, 1105, 1473)
list-item: Δ' Μετ. 14000 (246, 230, 300, 240)
headline: Η ΒΑΣΙΛΕΙΑ ΕΝ ΕΛΛΑΔΙ (771, 773, 982, 822)
bonds-table: ΟΜΟΛΟΓΙΑΙ ΔΑΝΕΙΑ ΕΙΣ ΧΡΥΣΟΝ (246, 190, 407, 210)
subhead: ΠΑΡΑΧΩΡΗΣΙΣ ΓΑΡΑΓΖΑ Β' ΚΑΤΗΓΟΡΙΑΣ (1303, 1082, 1501, 1093)
list-item: Μετον. 1500 (246, 272, 294, 282)
classified-ad: ENGLISH CLASSES ΑΓΓΛΙΚΑ ΜΑΘΗΜΑΤΑ (771, 935, 973, 946)
kicker: ΟΙ ΤΣΕΧΟΙ ΟΝΕΙΡΕΥΟΝΤΑΙ (771, 165, 982, 180)
list-item: 1910 13000 (329, 220, 374, 230)
list-item: Τιτάν 61000 (329, 387, 376, 397)
headline: ΔΙΑΛΥΣΙΣ ΣΥΜΜΟΡΙΑΣ ΕΙΣ ΘΕΣΣΑΛΙΑΝ (994, 296, 1262, 344)
article-body: ΣΥΝΕΧΕΙΑ ΕΚ ΤΗΣ 1ης ΣΕΛΙΔΟΣ. Ὁ κατηγορούμενος ἀπεκάλυψε λεπτομερείας διὰ τὴν ὀργάνωσιν καὶ τὰ σχέδια τῶν ὁμάδων. ΣΥΝΕΧΕΙΑ ΕΚ ΤΗΣ 1ης ΣΕΛΙΔΟΣ. Ὁ κατηγορούμενος ἀπεκάλυψε λεπτομερείας διὰ τὴν ὀργάνωσιν καὶ τὰ σχέδια τῶν ὁμάδων. ΣΥΝΕΧΕΙΑ ΕΚ ΤΗΣ 1ης ΣΕΛΙΔΟΣ. Ὁ κατηγορούμενος ἀπεκάλυψε λεπτομερείας διὰ τὴν ὀργάνωσιν καὶ τὰ σχέδια τῶν ὁμάδων. ΠΕΠΛΗΡΩΜΕΝΑΙ ΕΤΥΜΗΓΟΡΙΑΙ ΕΝΟΡΚΩΝ ΣΥΝΕΧΕΙΑ ΕΚ ΤΗΣ 1ης ΣΕΛΙΔΟΣ. Ὁ κατηγορούμενος ἀπεκάλυψε λεπτομερείας διὰ τὴν ὀργάνωσιν καὶ τὰ σχέδια τῶν ὁμάδων. ΝΕΟΝ ΣΤΡΑΤΟΔΙΚΕΙΟΝ ΣΥΝΕΧΕΙΑ ΕΚ ΤΗΣ 1ης ΣΕΛΙΔΟΣ. Ὁ κατηγορούμενος ἀπεκάλυψε λεπτομερείας διὰ τὴν ὀργάνωσιν καὶ τὰ σχέδια τῶν ὁμάδων. ΤΟ ΚΑΠΝΕΡΓΑΤΙΚΟΝ ΣΥΝΕΔΡΙΟΝ ΣΥΝΕΧΕΙΑ ΕΚ ΤΗΣ 1ης ΣΕΛΙΔΟΣ. Ὁ κατηγορούμενος ἀπεκάλυψε λεπτομερείας διὰ τὴν ὀργάνωσιν καὶ τὰ σχέδια τῶν ὁμάδων. ΥΠΕΡΑΣΤΙΚΑΙ ΓΡΑΜΜΑΙ ΣΥΝΕΧΕΙΑ ΕΚ ΤΗΣ 1ης ΣΕΛΙΔΟΣ. Ὁ κατηγορούμενος ἀπεκάλυψε λεπτομερείας διὰ τὴν ὀργάνωσιν καὶ τὰ σχέδια τῶν ὁμάδων. ΤΟ ΚΥΝΗΓΙ ΣΥΝΕΧΕΙΑ ΕΚ ΤΗΣ 1ης ΣΕΛΙΔΟΣ. Ὁ κατηγορούμενος ἀπεκάλυψε λεπτομερείας διὰ τὴν ὀργάνωσιν καὶ τὰ σχέδια τῶν ὁμάδων. ΘΥΜΑ ΤΗΝ ΤΡΟΧΩΝ ΣΥΝΕΧΕΙΑ ΕΚ ΤΗΣ 1ης ΣΕΛΙΔΟΣ. Ὁ κατηγορούμενος ἀπεκάλυψε λεπτομερείας διὰ τὴν ὀργάνωσιν καὶ τὰ σχέδια τῶν ὁμάδων. ΥΠΟΥΡΓΙΚΗ ΕΠΙΤΡΟΠΗ Συνῆλθεν ἡ ὑπουργικὴ ἐπιτροπὴ ὑπὸ τὴν προεδρίαν τοῦ κ. Πρωθυπουργοῦ καὶ ἐξήτασε τρέχοντα ζητήματα. Συνῆλθεν ἡ ὑπουργικὴ ἐπιτροπὴ ὑπὸ τὴν προεδρίαν τοῦ κ. Πρωθυπουργοῦ καὶ ἐξήτασε τρέχοντα ζητήματα. (994, 1272, 1262, 1644)
list-item: Ἐρ. Χλ. 17000 (329, 366, 383, 376)
subhead: ΟΙ ΠΑΡΙΣΙΝΟΙ ΔΙΑΣΚΕΔΑΖΟΥΝ (812, 624, 941, 634)
article-body: ΙΩΑΝΝΙΝΑ, 15. Εἰς ἐξόρμησιν ἀπὸ τὰς θέσεις αὐτῶν μονάδες τοῦ στρατοῦ ἐξετόπισαν συμμορίτας ἀπὸ τὰ ὑψώματα τοῦ Γράμμου. Ἡ ἀεροπορία ἐπέφερεν σοβαρὰς ἀπωλείας εἰς τὰς ὁμάδας τῶν συμμοριτῶν αἱ ὁποῖαι ἐπεχείρησαν νὰ διαφύγουν. ΙΩΑΝΝΙΝΑ, 15. Εἰς ἐξόρμησιν ἀπὸ τὰς θέσεις αὐτῶν μονάδες τοῦ στρατοῦ ἐξετόπισαν συμμορίτας ἀπὸ τὰ ὑψώματα τοῦ Γράμμου. Ἡ ἀεροπορία ἐπέφερεν σοβαρὰς ἀπωλείας εἰς τὰς ὁμάδας τῶν συμμοριτῶν αἱ ὁποῖαι ἐπεχείρησαν νὰ διαφύγουν. ΕΙΣ ΜΑΚΕΔΟΝΙΑΝ ΘΕΣΣΑΛΟΝΙΚΗ, 15. Εἰς τὴν περιοχὴν Σερρῶν ἐσυνεχίσθησαν αἱ ἐκκαθαριστικαὶ ἐπιχειρήσεις. ΙΩΑΝΝΙΝΑ, 15. Εἰς ἐξόρμησιν ἀπὸ τὰς θέσεις αὐτῶν μονάδες τοῦ στρατοῦ ἐξετόπισαν συμμορίτας ἀπὸ τὰ ὑψώματα τοῦ Γράμμου. ΘΕΣΣΑΛΟΝΙΚΗ, 15. Εἰς τὴν περιοχὴν Σερρῶν ἐσυνεχίσθησαν αἱ ἐκκαθαριστικαὶ ἐπιχειρήσεις. Ἡ ἀεροπορία ἐπέφερεν σοβαρὰς ἀπωλείας εἰς τὰς ὁμάδας τῶν συμμοριτῶν αἱ ὁποῖαι ἐπεχείρησαν νὰ διαφύγουν. (994, 348, 1262, 568)
subhead: ΤΑ ΜΑΚΑΡΟΝΙΑ (633, 703, 719, 715)
article-body: Ἐάν δὲν εἶναι δυνατὸν νὰ γίνῃ κάποια πρόβλεψις περὶ μέτρων τὰ ὁποῖα αἱ Ἡνωμέναι Πολιτεῖαι καὶ ἡ Μεγάλη Βρεταννία θὰ λάβουν, εἶναι ὅμως δυνατὸν ἡ ἀνάγκη διὰ μίαν ταχυτέραν τελειωτικὴν λύσιν νὰ ἐπιβληθῇ εἰς ὅλους. Ἡ Ἑλλὰς ἀπαιτεῖ νὰ παύσουν αἱ ἐκκρεμότητες καὶ νὰ ἀποκτήσῃ τὴν εἰρήνην ποὺ δικαιοῦται μετὰ τόσας θυσίας. Ἐάν δὲν εἶναι δυνατὸν νὰ γίνῃ κάποια πρόβλεψις περὶ μέτρων τὰ ὁποῖα αἱ Ἡνωμέναι Πολιτεῖαι καὶ ἡ Μεγάλη Βρεταννία θὰ λάβουν, εἶναι ὅμως δυνατὸν ἡ ἀνάγκη διὰ μίαν ταχυτέραν τελειωτικὴν λύσιν νὰ ἐπιβληθῇ εἰς ὅλους. (47, 216, 232, 390)
list-item: Ἐμπορ. 37500 (329, 304, 382, 313)
headline: ΤΟ ΕΡΓΟΝ ΤΗΣ ΕΛΛ. ΑΠΟΣΤΟΛΗΣ ΕΙΣ ΤΗΝ ΑΜΕΡΙΚΗΝ (1276, 579, 1528, 606)
headline: ΟΙ ΟΠΛΑΡΧΗΓΟΙ ΑΠΟΚΑΛΥΠΤΟΥΝ ΤΑ ΣΧΕΔΙΑ ΔΙΑ ΤΑΣ ΔΟΛΟΦΟΝΙΑΣ (1011, 1148, 1245, 1248)
subhead: ΑΙ ΕΚΘΕΣΕΙΣ (1368, 466, 1436, 477)
bank-shares-list (246, 304, 407, 325)
kicker: ΤΟ ΜΥΘΙΣΤΟΡΗΜΑ ΜΑΣ (421, 1280, 758, 1299)
subhead: ΔΙΑΝΟΜΗ ! (47, 548, 109, 560)
list-item: Ἐθνικὴ 845000 (246, 314, 304, 324)
episode-number: 74ον (480, 1414, 526, 1431)
byline: EDWARD HICKEY (673, 1142, 758, 1153)
signature: Α.Η. ΠΑΠΑΓΙΑΝΝΗΣ (133, 1108, 232, 1119)
list-item: Λιπασ. 103000 (246, 357, 302, 366)
headline: «Ο ΠΟΛΙΤΗΣ ΤΟΥ ΚΟΣΜΟΥ» (771, 570, 982, 619)
subheadline: Η ΣΗΜΕΡΙΝΗ ΟΜΙΛΙΑ ΤΟΥ (1331, 255, 1473, 266)
section-title: ΜΙΑ ΕΠΕΤΕΙΟΣ (1274, 165, 1530, 181)
subhead: ΚΑΙ ΟΛΙΓΗ ΦΙΛΑΡΕΤΗΣ (827, 557, 926, 567)
column-divider (238, 165, 239, 2285)
column-operations (994, 165, 1262, 2285)
